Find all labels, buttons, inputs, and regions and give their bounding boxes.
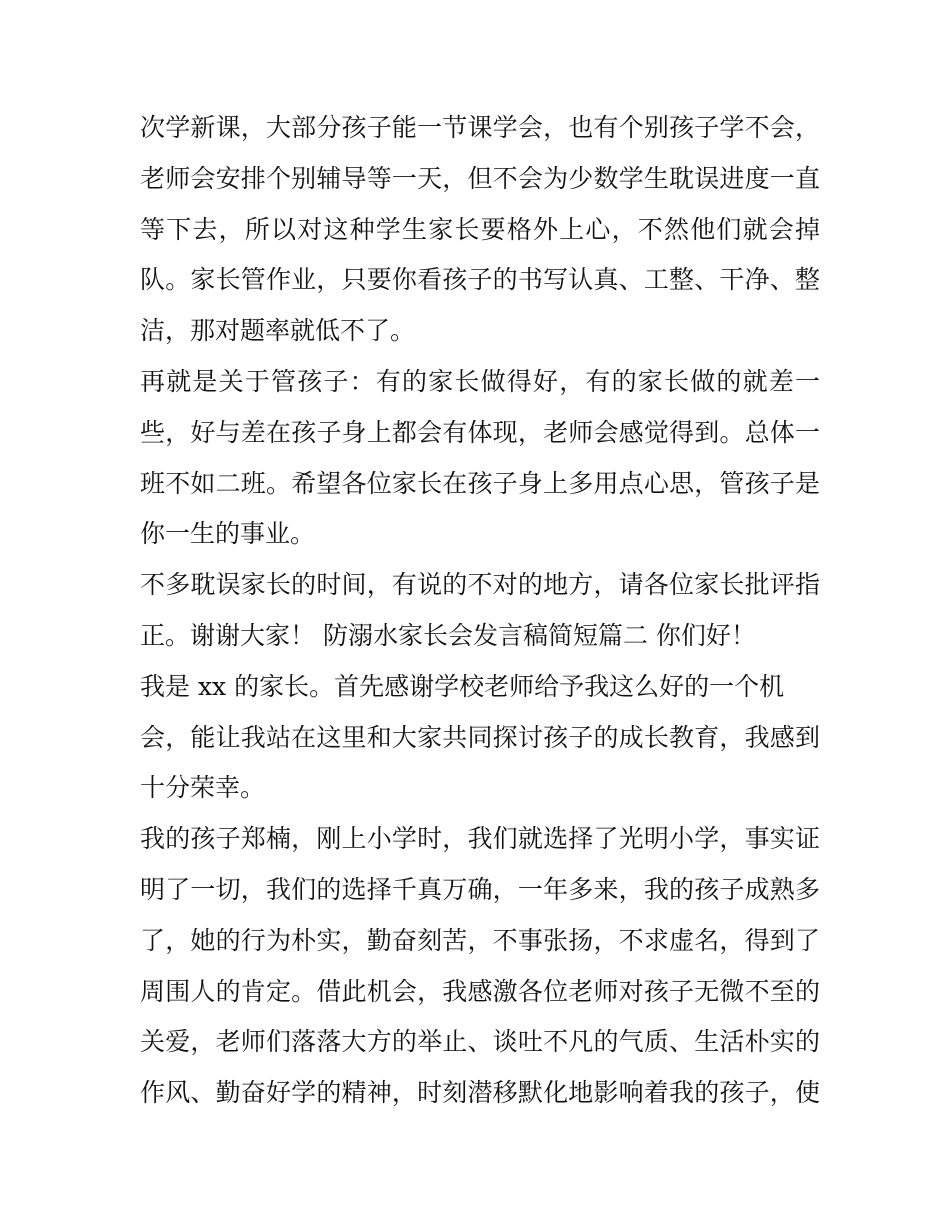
text-line: 队。家长管作业，只要你看孩子的书写认真、工整、干净、整 [140,265,820,295]
text-line: 等下去，所以对这种学生家长要格外上心，不然他们就会掉 [140,214,820,244]
text-line: 了，她的行为朴实，勤奋刻苦，不事张扬，不求虚名，得到了 [140,925,820,955]
text-line: 我的孩子郑楠，刚上小学时，我们就选择了光明小学，事实证 [140,824,820,854]
document-body [140,103,820,1119]
text-line: 关爱，老师们落落大方的举止、谈吐不凡的气质、生活朴实的 [140,1027,820,1057]
text-line: 次学新课，大部分孩子能一节课学会，也有个别孩子学不会， [140,113,820,142]
text-line: 我是 xx 的家长。首先感谢学校老师给予我这么好的一个机 [140,671,785,701]
text-line: 班不如二班。希望各位家长在孩子身上多用点心思，管孩子是 [140,468,820,498]
text-line: 作风、勤奋好学的精神，时刻潜移默化地影响着我的孩子，使 [140,1078,820,1108]
text-line: 周围人的肯定。借此机会，我感激各位老师对孩子无微不至的 [140,976,820,1006]
text-line: 老师会安排个别辅导等一天，但不会为少数学生耽误进度一直 [140,163,820,193]
text-line: 你一生的事业。 [140,519,316,549]
text-line: 明了一切，我们的选择千真万确，一年多来，我的孩子成熟多 [140,874,820,904]
text-line: 再就是关于管孩子：有的家长做得好，有的家长做的就差一 [140,366,820,396]
text-line: 不多耽误家长的时间，有说的不对的地方，请各位家长批评指 [140,570,820,600]
text-line: 洁，那对题率就低不了。 [140,316,416,346]
text-line: 些，好与差在孩子身上都会有体现，老师会感觉得到。总体一 [140,417,820,447]
text-line: 正。谢谢大家！ 防溺水家长会发言稿简短篇二 你们好！ [140,620,756,650]
text-line: 会，能让我站在这里和大家共同探讨孩子的成长教育，我感到 [140,722,820,752]
text-line: 十分荣幸。 [140,773,266,803]
